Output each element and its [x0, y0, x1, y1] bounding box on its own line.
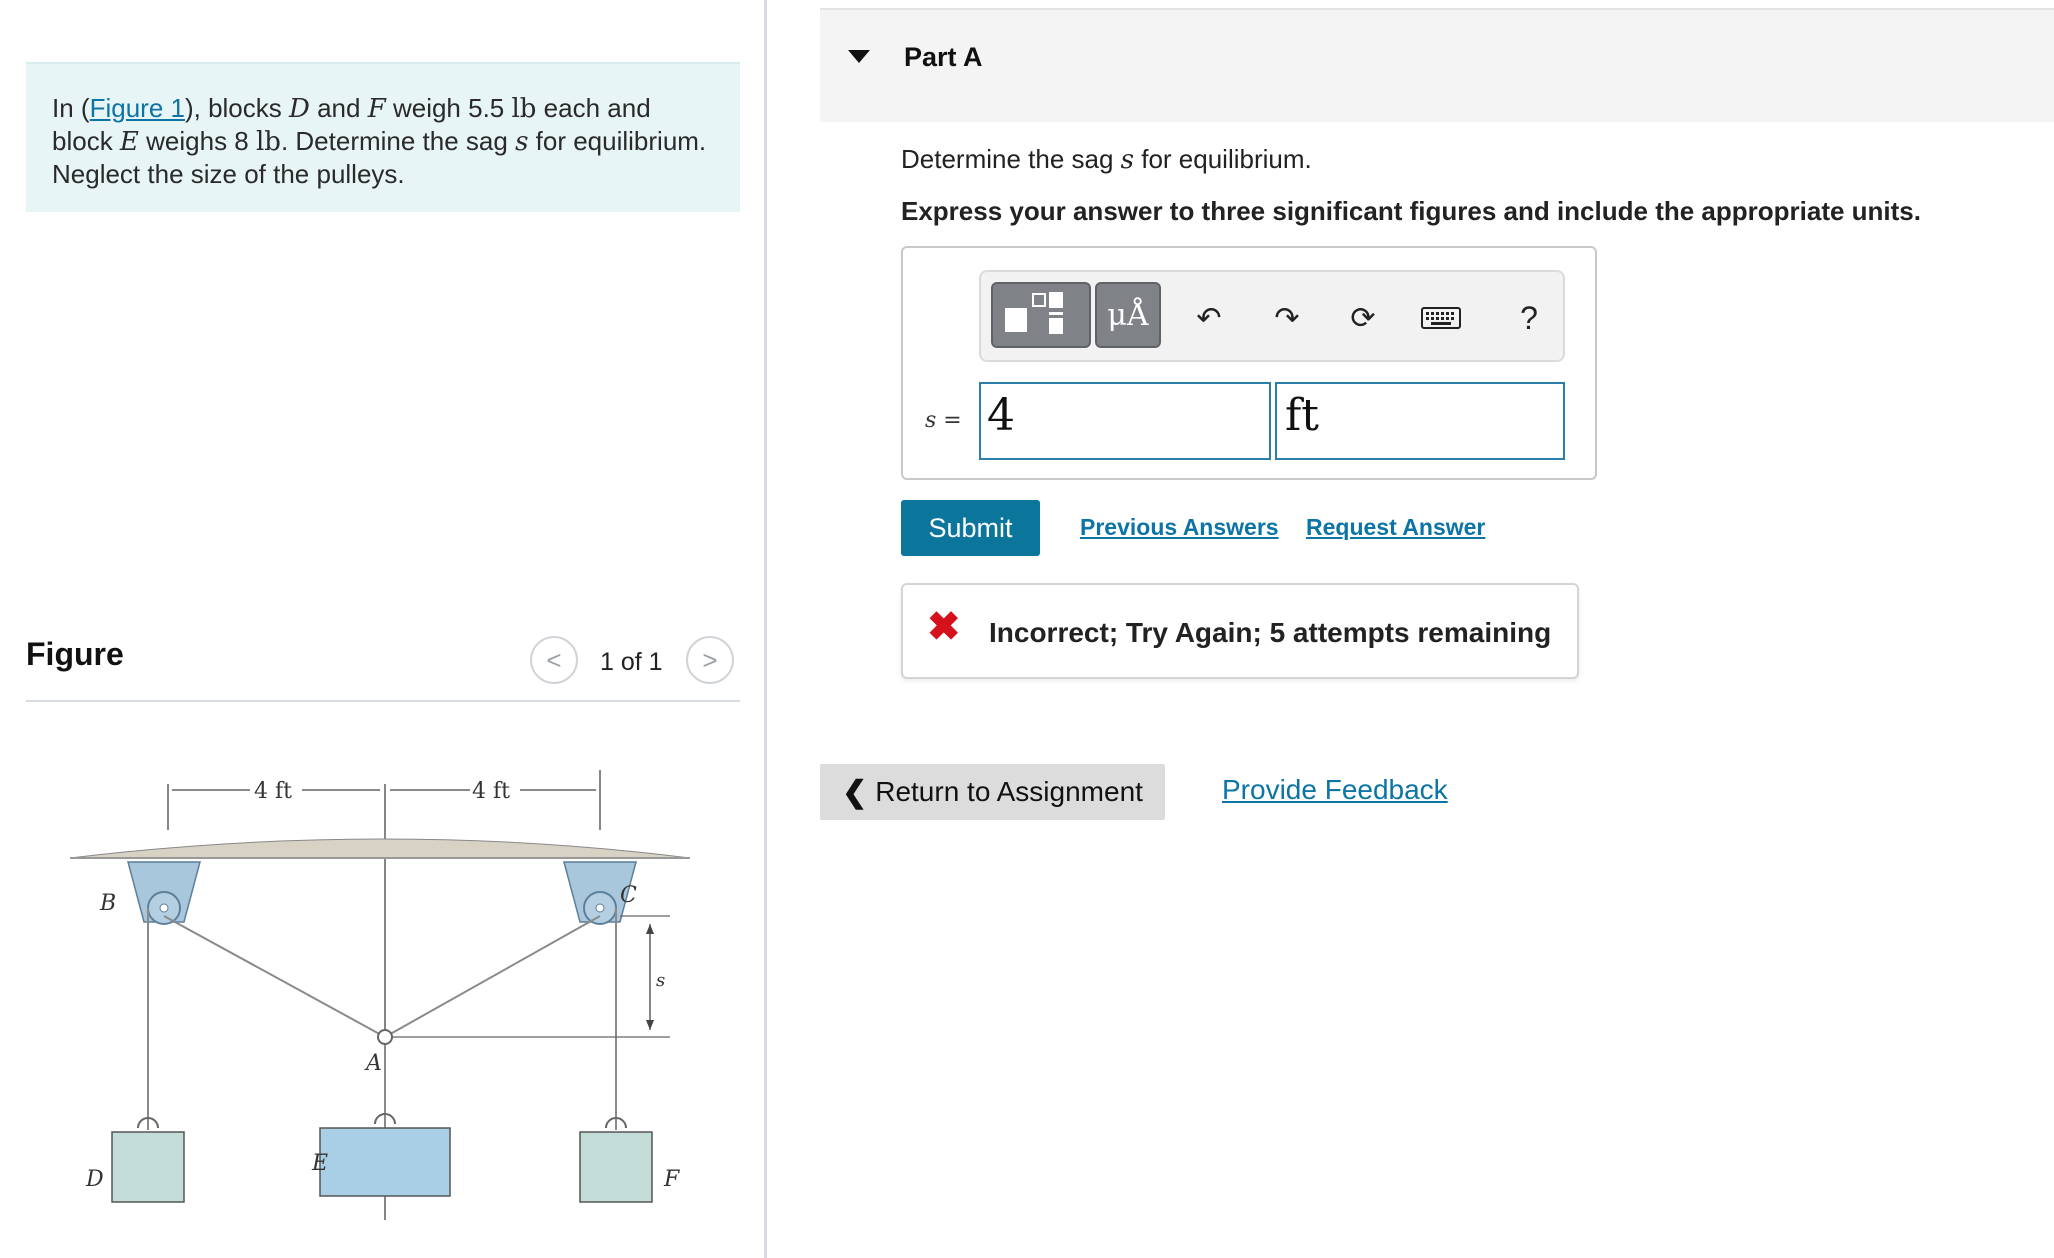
question-prefix: Determine the sag	[901, 144, 1121, 174]
part-header[interactable]	[820, 8, 2054, 122]
keyboard-glyph	[1421, 305, 1461, 331]
pulley-b	[128, 862, 200, 924]
block-d	[112, 1118, 184, 1202]
chevron-left-icon: ❮	[842, 775, 868, 809]
caret-down-icon[interactable]	[848, 50, 870, 63]
problem-text: and	[309, 93, 368, 123]
reset-icon[interactable]: ⟳	[1350, 301, 1376, 335]
unit-lb: lb	[255, 127, 281, 157]
instruction-text: Express your answer to three significant figures and include the appropriate units.	[901, 196, 1921, 226]
problem-text: In (	[52, 93, 90, 123]
ring-a	[378, 1030, 392, 1044]
label-c: C	[620, 883, 637, 908]
figure-link[interactable]: Figure 1	[89, 93, 185, 123]
return-label: Return to Assignment	[875, 776, 1143, 807]
label-b: B	[100, 891, 117, 916]
help-icon[interactable]: ?	[1520, 299, 1538, 336]
return-to-assignment-button[interactable]	[820, 764, 1165, 820]
pulley-figure	[40, 740, 720, 1220]
var-e: E	[119, 127, 139, 157]
problem-text: ), blocks	[184, 93, 289, 123]
request-answer-link[interactable]: Request Answer	[1306, 514, 1486, 540]
label-e: E	[312, 1151, 329, 1176]
answer-box	[901, 246, 1597, 480]
error-icon: ✖	[927, 605, 961, 649]
var-f: F	[367, 94, 386, 124]
templates-icon	[993, 284, 1089, 346]
var-d: D	[289, 94, 310, 124]
unit-lb: lb	[511, 94, 537, 124]
provide-feedback-link[interactable]: Provide Feedback	[1222, 774, 1448, 805]
question-text	[901, 144, 1312, 175]
templates-button[interactable]	[991, 282, 1091, 348]
keyboard-icon[interactable]	[1419, 296, 1463, 340]
divider	[26, 700, 740, 702]
var-s: s	[515, 127, 529, 157]
problem-text: . Determine the sag	[280, 126, 516, 156]
chevron-left-icon: <	[546, 644, 562, 675]
var-s: s	[1120, 145, 1135, 175]
dim-left-label: 4 ft	[254, 779, 292, 804]
question-suffix: for equilibrium.	[1134, 144, 1312, 174]
problem-text: for equilibrium. Neglect the size of the pulleys.	[52, 126, 707, 189]
figure-prev-button[interactable]	[530, 636, 578, 684]
block-f	[580, 1118, 652, 1202]
problem-statement	[26, 62, 740, 212]
label-a: A	[366, 1051, 382, 1076]
units-button[interactable]	[1095, 282, 1161, 348]
figure-pager: 1 of 1	[600, 648, 663, 676]
submit-button[interactable]: Submit	[901, 500, 1040, 556]
label-s: s	[656, 970, 666, 991]
figure-title: Figure	[26, 636, 124, 672]
units-input[interactable]: ft	[1275, 382, 1565, 460]
units-label: μÅ	[1107, 297, 1149, 333]
undo-icon[interactable]: ↶	[1196, 301, 1222, 335]
problem-text: weigh 5.5	[385, 93, 512, 123]
answer-var-label: s =	[925, 408, 962, 433]
cords	[148, 908, 616, 1130]
part-title: Part A	[904, 42, 983, 72]
dim-right-label: 4 ft	[472, 779, 510, 804]
chevron-right-icon: >	[702, 644, 718, 675]
feedback-text: Incorrect; Try Again; 5 attempts remaining	[989, 617, 1552, 648]
problem-text: each and block	[52, 93, 651, 156]
value-input[interactable]: 4	[979, 382, 1271, 460]
redo-icon[interactable]: ↷	[1274, 301, 1300, 335]
ceiling	[70, 839, 690, 858]
panel-divider	[764, 0, 767, 1258]
math-toolbar	[979, 270, 1565, 362]
problem-panel	[0, 0, 766, 1258]
problem-text: weighs 8	[138, 126, 256, 156]
feedback-box	[901, 583, 1579, 679]
previous-answers-link[interactable]: Previous Answers	[1080, 514, 1279, 540]
label-d: D	[86, 1167, 104, 1192]
figure-next-button[interactable]	[686, 636, 734, 684]
label-f: F	[664, 1167, 680, 1192]
